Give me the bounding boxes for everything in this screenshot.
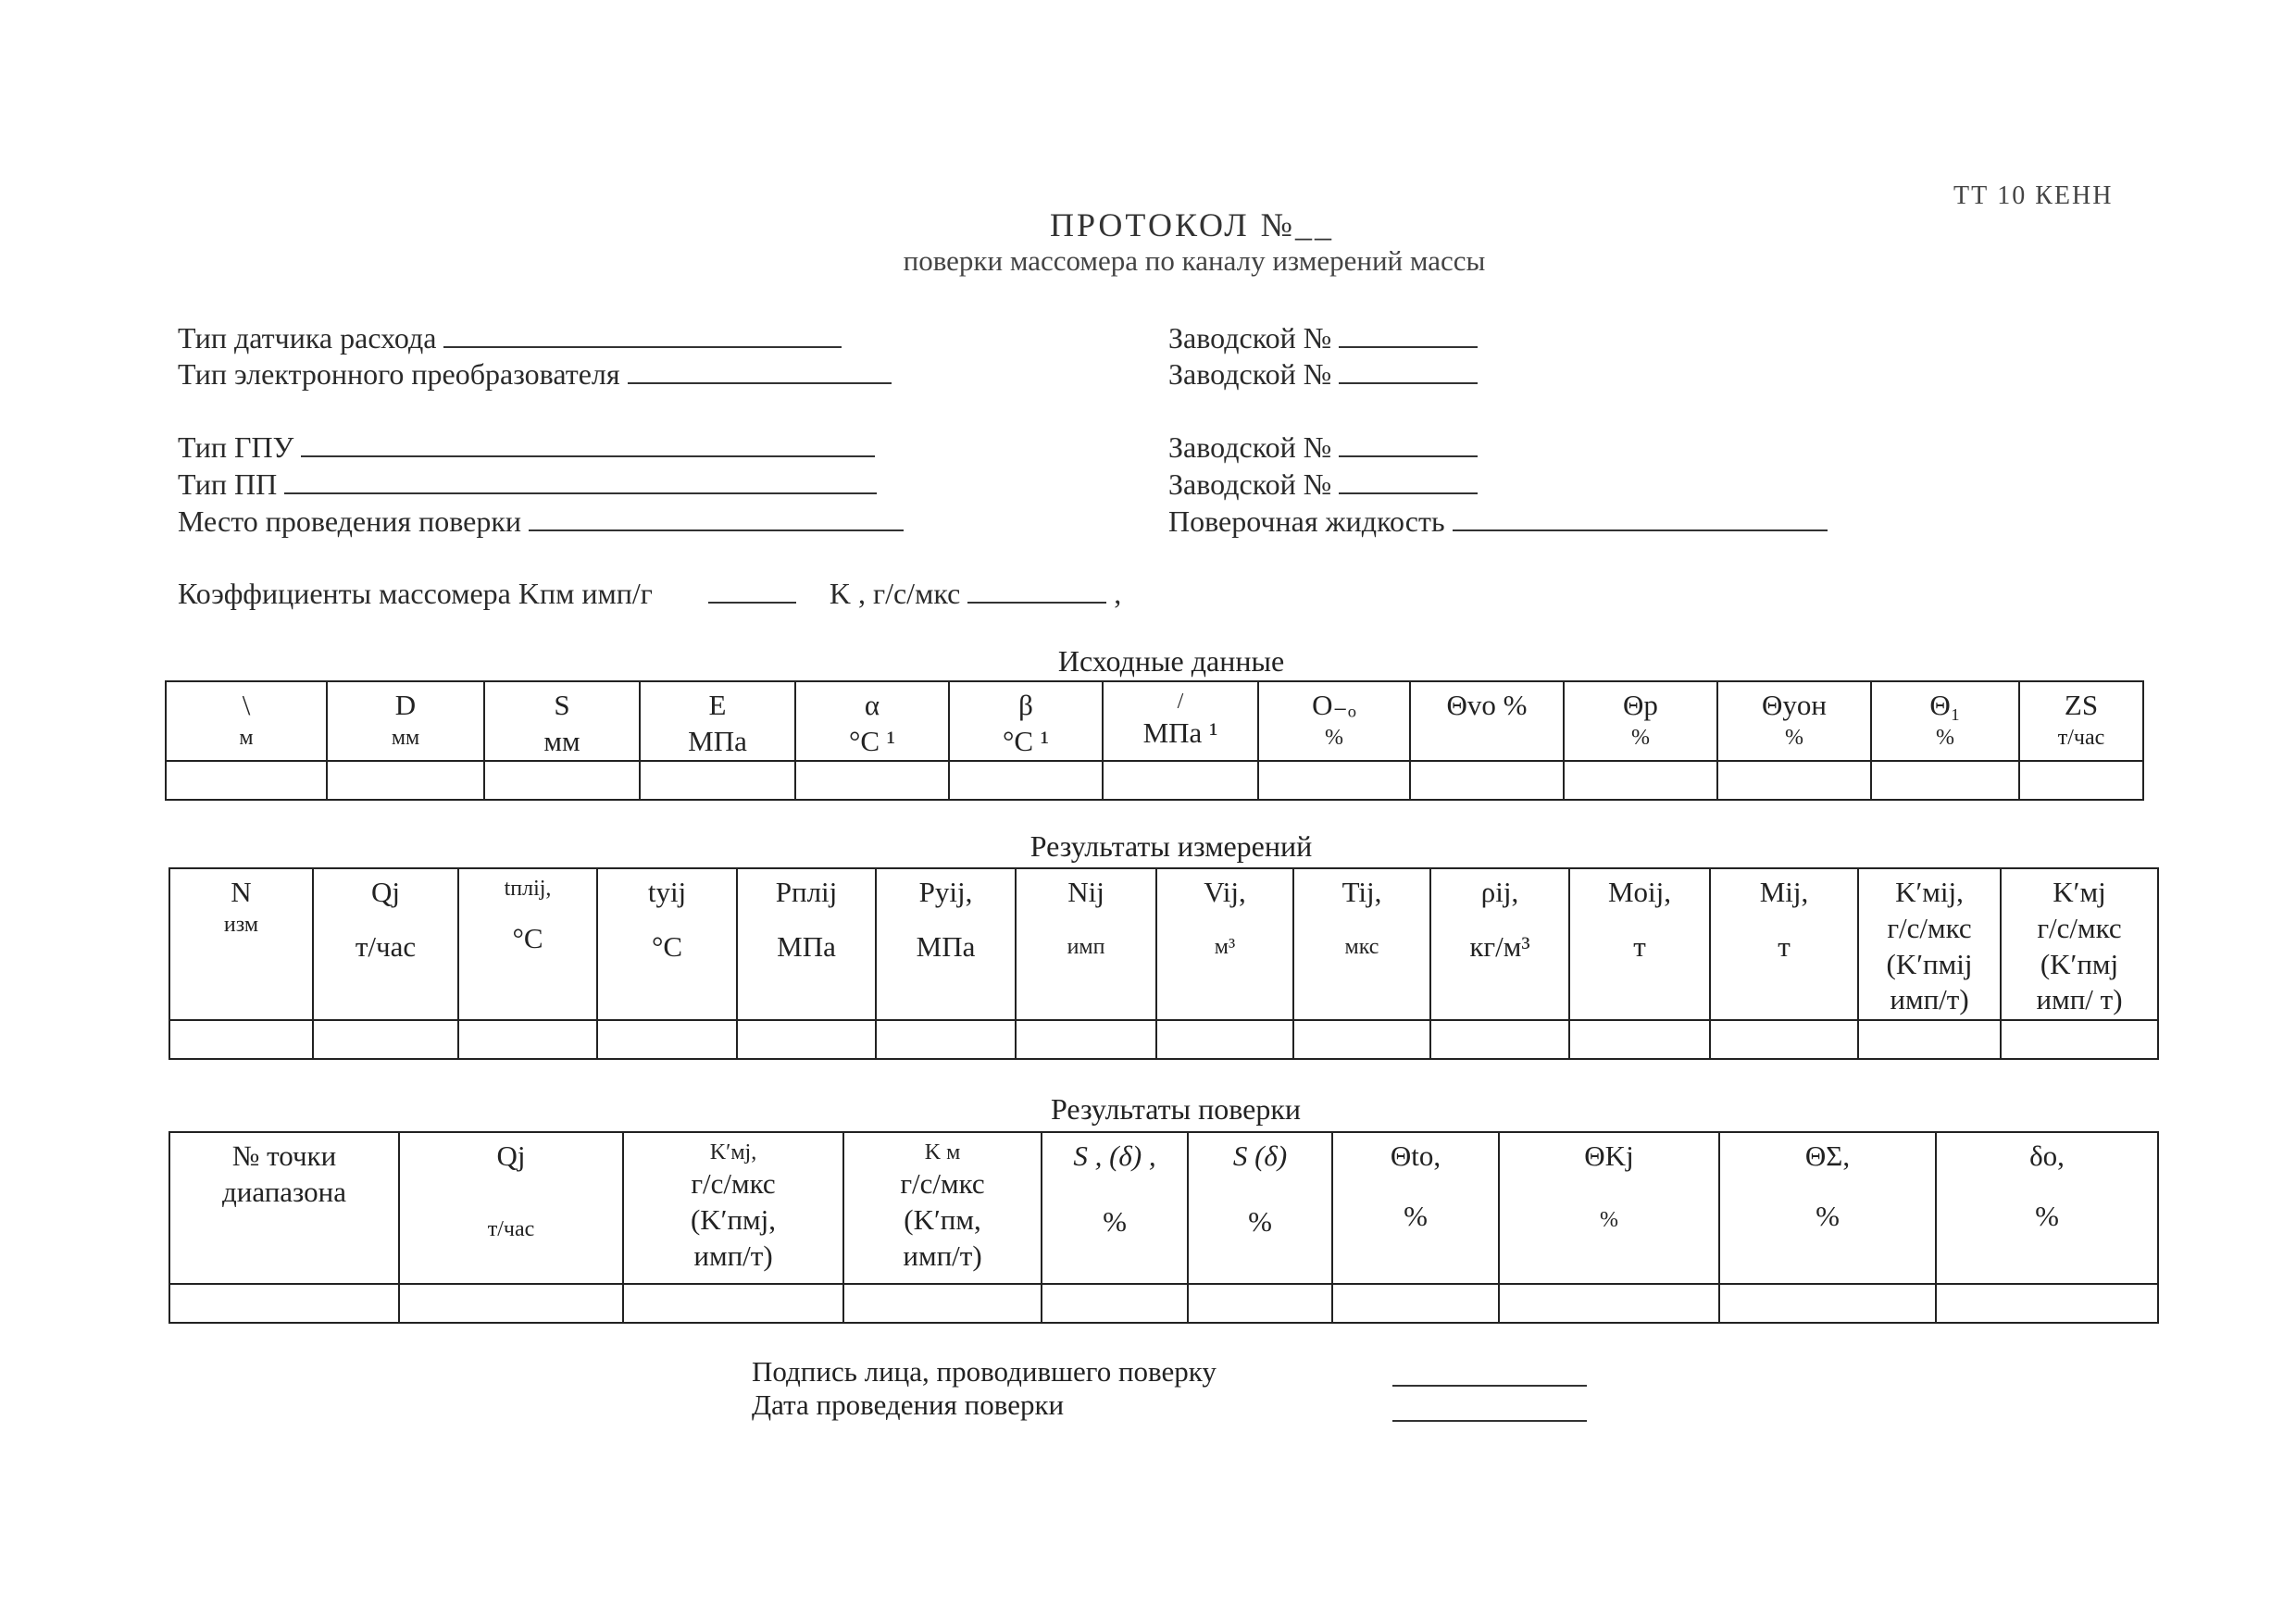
serial-number-blank-3[interactable] xyxy=(1339,428,1478,457)
sd-col-11: Θyoн % xyxy=(1717,681,1871,761)
table-cell[interactable] xyxy=(1569,1020,1710,1059)
date-label: Дата проведения поверки xyxy=(752,1389,1065,1421)
protocol-subtitle: поверки массомера по каналу измерений массы xyxy=(903,244,1486,277)
k-tail: , xyxy=(1114,577,1122,610)
verification-header-row xyxy=(169,1132,2158,1284)
v-col-5: S , (δ) , % xyxy=(1042,1132,1188,1284)
k-blank[interactable] xyxy=(967,574,1106,604)
table-cell[interactable] xyxy=(2001,1020,2158,1059)
pp-type-blank[interactable] xyxy=(284,465,877,494)
v-col-7: Θto, % xyxy=(1332,1132,1499,1284)
serial-number-blank-2[interactable] xyxy=(1339,355,1478,384)
serial-number-label-4: Заводской № xyxy=(1168,467,1332,501)
table-cell[interactable] xyxy=(1258,761,1410,800)
table-cell[interactable] xyxy=(1719,1284,1936,1323)
m-col-10: ρij, кг/м³ xyxy=(1430,868,1569,1020)
sd-col-6: β °С ¹ xyxy=(949,681,1103,761)
fluid-blank[interactable] xyxy=(1453,502,1828,531)
converter-type-field xyxy=(178,355,892,392)
measurements-title: Результаты измерений xyxy=(1029,829,1313,863)
m-col-4: tyij °С xyxy=(597,868,737,1020)
fluid-field xyxy=(1168,502,1828,539)
table-cell[interactable] xyxy=(1858,1020,2001,1059)
serial-number-field-3 xyxy=(1168,428,1478,465)
gpu-type-blank[interactable] xyxy=(301,428,875,457)
v-col-1: № точки диапазона xyxy=(169,1132,399,1284)
sd-col-2: D мм xyxy=(327,681,484,761)
kpm-blank[interactable] xyxy=(708,574,796,604)
signature-label: Подпись лица, проводившего поверку xyxy=(752,1355,1217,1388)
coefficients-label: Коэффициенты массомера Kпм имп/г xyxy=(178,577,653,610)
serial-number-label-2: Заводской № xyxy=(1168,357,1332,391)
table-cell[interactable] xyxy=(1332,1284,1499,1323)
coefficients-field xyxy=(178,574,1121,611)
serial-number-field-4 xyxy=(1168,465,1478,502)
measurements-header-row xyxy=(169,868,2158,1020)
gpu-type-label: Тип ГПУ xyxy=(178,430,294,464)
m-col-14: K′мj г/с/мкс (K′пмj имп/ т) xyxy=(2001,868,2158,1020)
sd-col-4: E МПа xyxy=(640,681,795,761)
serial-number-blank-1[interactable] xyxy=(1339,318,1478,348)
location-field xyxy=(178,502,904,539)
m-col-8: Vij, м³ xyxy=(1156,868,1293,1020)
table-cell[interactable] xyxy=(313,1020,458,1059)
table-cell[interactable] xyxy=(1156,1020,1293,1059)
sensor-type-label: Тип датчика расхода xyxy=(178,321,437,355)
location-blank[interactable] xyxy=(529,502,904,531)
sd-col-7: / МПа ¹ xyxy=(1103,681,1258,761)
v-col-8: ΘKj % xyxy=(1499,1132,1719,1284)
table-cell[interactable] xyxy=(1936,1284,2158,1323)
source-data-header-row xyxy=(166,681,2143,761)
table-cell[interactable] xyxy=(169,1020,313,1059)
sd-col-12: Θ₁ % xyxy=(1871,681,2019,761)
table-cell[interactable] xyxy=(623,1284,843,1323)
document-code: ТТ 10 КЕНН xyxy=(1953,181,2114,210)
m-col-12: Mij, т xyxy=(1710,868,1858,1020)
v-col-9: ΘΣ, % xyxy=(1719,1132,1936,1284)
table-cell[interactable] xyxy=(1564,761,1717,800)
location-label: Место проведения поверки xyxy=(178,504,521,538)
table-cell[interactable] xyxy=(737,1020,876,1059)
m-col-2: Qj т/час xyxy=(313,868,458,1020)
measurements-entry-row xyxy=(169,1020,2158,1059)
sd-col-1: \ м xyxy=(166,681,327,761)
table-cell[interactable] xyxy=(1499,1284,1719,1323)
table-cell[interactable] xyxy=(169,1284,399,1323)
verification-title: Результаты поверки xyxy=(1050,1092,1302,1126)
source-data-entry-row xyxy=(166,761,2143,800)
m-col-6: Pyij, МПа xyxy=(876,868,1016,1020)
table-cell[interactable] xyxy=(1188,1284,1332,1323)
m-col-3: tплij, °С xyxy=(458,868,597,1020)
m-col-5: Pплij МПа xyxy=(737,868,876,1020)
serial-number-label-1: Заводской № xyxy=(1168,321,1332,355)
table-cell[interactable] xyxy=(166,761,327,800)
sd-col-9: Θvo % xyxy=(1410,681,1564,761)
v-col-6: S (δ) % xyxy=(1188,1132,1332,1284)
gpu-type-field xyxy=(178,428,875,465)
converter-type-blank[interactable] xyxy=(628,355,892,384)
table-cell[interactable] xyxy=(843,1284,1042,1323)
serial-number-field-1 xyxy=(1168,318,1478,355)
table-cell[interactable] xyxy=(399,1284,623,1323)
protocol-title: ПРОТОКОЛ №__ xyxy=(1049,206,1335,243)
table-cell[interactable] xyxy=(597,1020,737,1059)
signature-line[interactable] xyxy=(1392,1385,1587,1387)
m-col-1: N изм xyxy=(169,868,313,1020)
serial-number-field-2 xyxy=(1168,355,1478,392)
sensor-type-blank[interactable] xyxy=(443,318,842,348)
m-col-13: K′мij, г/с/мкс (K′пмij имп/т) xyxy=(1858,868,2001,1020)
fluid-label: Поверочная жидкость xyxy=(1168,504,1445,538)
pp-type-label: Тип ПП xyxy=(178,467,278,501)
sd-col-8: О₋ₒ % xyxy=(1258,681,1410,761)
table-cell[interactable] xyxy=(1042,1284,1188,1323)
sensor-type-field xyxy=(178,318,842,355)
v-col-3: K′мj, г/с/мкс (K′пмj, имп/т) xyxy=(623,1132,843,1284)
table-cell[interactable] xyxy=(1410,761,1564,800)
k-unit-label: K , г/с/мкс xyxy=(829,577,961,610)
table-cell[interactable] xyxy=(484,761,640,800)
table-cell[interactable] xyxy=(458,1020,597,1059)
verification-entry-row xyxy=(169,1284,2158,1323)
m-col-11: Moij, т xyxy=(1569,868,1710,1020)
date-line[interactable] xyxy=(1392,1420,1587,1422)
m-col-7: Nij имп xyxy=(1016,868,1156,1020)
table-cell[interactable] xyxy=(1717,761,1871,800)
table-cell[interactable] xyxy=(1871,761,2019,800)
measurements-table xyxy=(168,867,2159,1060)
table-cell[interactable] xyxy=(2019,761,2143,800)
serial-number-blank-4[interactable] xyxy=(1339,465,1478,494)
table-cell[interactable] xyxy=(1103,761,1258,800)
source-data-title: Исходные данные xyxy=(1057,644,1285,678)
table-cell[interactable] xyxy=(876,1020,1016,1059)
table-cell[interactable] xyxy=(1293,1020,1430,1059)
table-cell[interactable] xyxy=(640,761,795,800)
table-cell[interactable] xyxy=(795,761,949,800)
table-cell[interactable] xyxy=(1016,1020,1156,1059)
table-cell[interactable] xyxy=(1710,1020,1858,1059)
sd-col-10: Θp % xyxy=(1564,681,1717,761)
serial-number-label-3: Заводской № xyxy=(1168,430,1332,464)
m-col-9: Tij, мкс xyxy=(1293,868,1430,1020)
sd-col-5: α °С ¹ xyxy=(795,681,949,761)
table-cell[interactable] xyxy=(1430,1020,1569,1059)
sd-col-13: ZS т/час xyxy=(2019,681,2143,761)
v-col-10: δo, % xyxy=(1936,1132,2158,1284)
verification-table xyxy=(168,1131,2159,1324)
sd-col-3: S мм xyxy=(484,681,640,761)
v-col-2: Qj т/час xyxy=(399,1132,623,1284)
pp-type-field xyxy=(178,465,877,502)
table-cell[interactable] xyxy=(327,761,484,800)
converter-type-label: Тип электронного преобразователя xyxy=(178,357,620,391)
source-data-table xyxy=(165,680,2144,801)
v-col-4: K м г/с/мкс (K′пм, имп/т) xyxy=(843,1132,1042,1284)
table-cell[interactable] xyxy=(949,761,1103,800)
